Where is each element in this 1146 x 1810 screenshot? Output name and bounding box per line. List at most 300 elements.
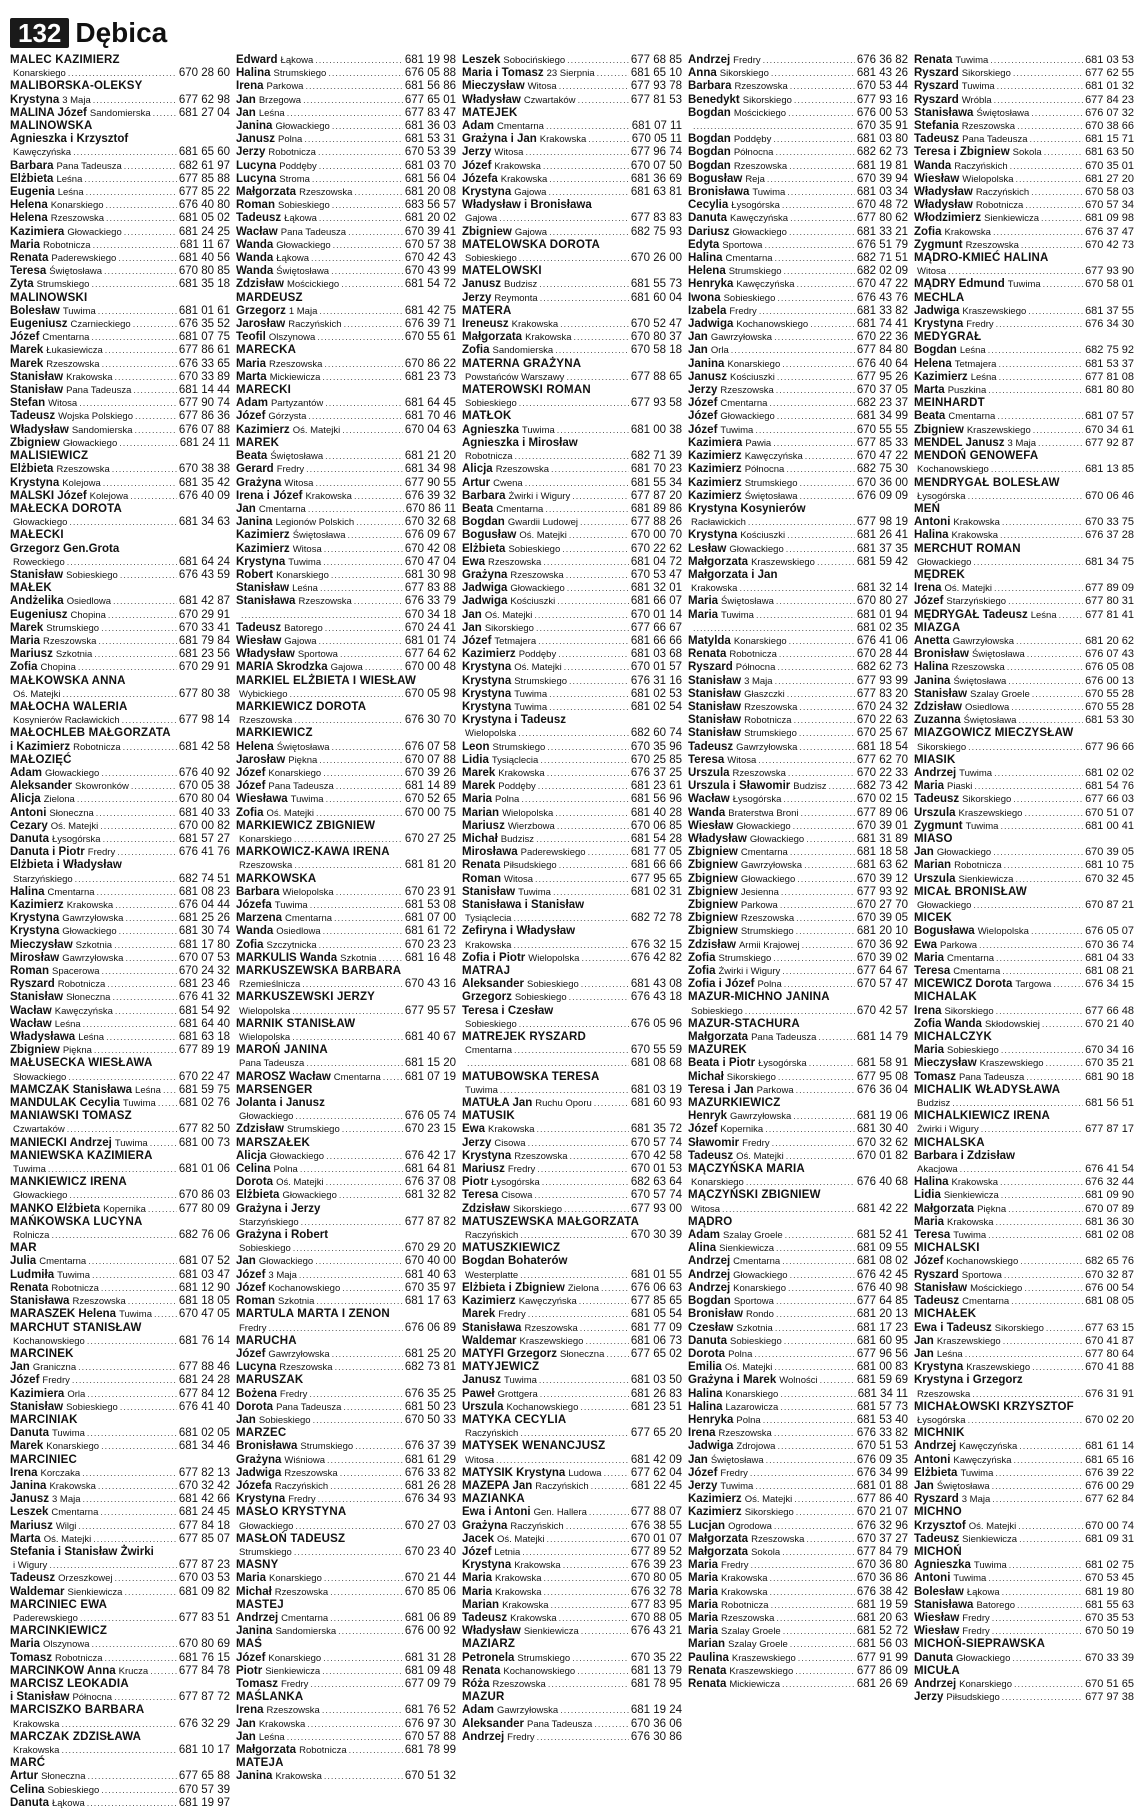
- listing-entry: [914, 1335, 1134, 1348]
- listing-entry: [688, 239, 908, 252]
- listing-entry: [688, 780, 908, 793]
- dot-leader: [789, 160, 855, 173]
- phone-number: 670 80 05: [630, 1572, 682, 1585]
- entry-street: Głowackiego: [239, 1111, 294, 1123]
- entry-street: Osiedlowa: [276, 926, 321, 938]
- dot-leader: [782, 1678, 855, 1691]
- listing-entry: [10, 477, 230, 490]
- entry-street: Robotnicza: [721, 1599, 769, 1611]
- phone-number: 681 60 95: [856, 1334, 908, 1347]
- listing-entry: [236, 424, 456, 437]
- entry-name: Celina: [10, 1783, 45, 1796]
- phone-number: 681 56 51: [1085, 1097, 1134, 1110]
- listing-entry: [10, 358, 230, 371]
- phone-number: 676 00 54: [1085, 1281, 1134, 1294]
- entry-street: Łąkowa: [966, 1586, 1000, 1598]
- phone-number: 676 39 22: [1085, 1466, 1134, 1479]
- entry-name: Krystyna: [236, 555, 286, 568]
- entry-name: Krystyna: [10, 93, 60, 106]
- entry-street: Kolejowa: [89, 490, 129, 502]
- listing-columns: [10, 54, 1140, 1810]
- entry-name: Maria: [688, 1572, 719, 1585]
- dot-leader: [322, 371, 402, 384]
- dot-leader: [513, 939, 628, 952]
- entry-name: Lucyna: [236, 172, 277, 185]
- entry-name: Janusz: [462, 1374, 501, 1387]
- entry-street: Głowackiego: [729, 543, 784, 555]
- entry-street: Witosa: [494, 147, 524, 159]
- dot-leader: [84, 173, 176, 186]
- entry-street: Fredry: [279, 1388, 308, 1400]
- entry-name: Małgorzata: [914, 1202, 975, 1215]
- entry-name: Marian: [688, 1638, 726, 1651]
- entry-street: Fredry: [962, 1626, 990, 1638]
- phone-number: 681 12 90: [178, 1281, 230, 1294]
- dot-leader: [722, 1203, 855, 1216]
- entry-street: Rzeszowska: [961, 121, 1016, 133]
- entry-street: Poddęby: [733, 134, 772, 146]
- entry-street: Pawia: [745, 437, 772, 449]
- entry-street: Sikorskiego: [961, 68, 1011, 80]
- dot-leader: [802, 939, 855, 952]
- entry-name: Krystyna: [462, 186, 512, 199]
- dot-leader: [790, 80, 855, 93]
- entry-subheading: Stanisława i Stanisław: [462, 899, 585, 911]
- entry-street: Cmentarna: [285, 913, 333, 925]
- listing-entry: [236, 1361, 456, 1374]
- listing-entry: [10, 1374, 230, 1387]
- phone-number: 676 07 58: [404, 740, 456, 753]
- dot-leader: [992, 1493, 1083, 1506]
- listing-entry: [914, 965, 1134, 978]
- entry-street: Cmentarna: [725, 253, 773, 265]
- phone-number: 670 36 00: [856, 476, 908, 489]
- entry-street: Raczyńskich: [954, 160, 1008, 172]
- entry-street: Roweckiego: [13, 556, 65, 568]
- phone-number: 677 85 65: [630, 1295, 682, 1308]
- phone-number: 670 39 12: [856, 872, 908, 885]
- listing-entry: [914, 1071, 1134, 1084]
- phone-number: 670 39 05: [856, 912, 908, 925]
- entry-name: Zofia: [236, 806, 264, 819]
- dot-leader: [604, 1467, 629, 1480]
- entry-name: Ewa: [462, 1123, 486, 1136]
- phone-number: 670 47 22: [856, 278, 908, 291]
- listing-entry: [462, 556, 682, 569]
- listing-entry: [914, 463, 1134, 476]
- phone-number: 677 89 52: [630, 1545, 682, 1558]
- listing-entry: [462, 1559, 682, 1572]
- surname-heading: MENDOŃ GENOWEFA: [914, 450, 1039, 463]
- phone-number: 670 22 63: [856, 714, 908, 727]
- listing-entry: [914, 1467, 1134, 1480]
- dot-leader: [294, 714, 403, 727]
- entry-name: Stanisław: [236, 582, 290, 595]
- listing-entry: [688, 767, 908, 780]
- phone-number: 681 04 33: [1085, 951, 1134, 964]
- entry-name: Andrzej: [914, 1440, 957, 1453]
- entry-street: Poddęby: [279, 160, 317, 172]
- entry-street: Fredry: [729, 305, 757, 317]
- entry-street: Mościckiego: [286, 279, 340, 291]
- phone-number: 681 32 82: [404, 1189, 456, 1202]
- entry-street: Kawęczyńska: [953, 1454, 1012, 1466]
- entry-name: Stanisław: [914, 687, 968, 700]
- entry-name: Grażyna: [462, 1519, 508, 1532]
- entry-name: Józef: [688, 423, 718, 436]
- surname-heading: MIASIK: [914, 753, 956, 766]
- phone-number: 676 31 91: [1085, 1387, 1134, 1400]
- dot-leader: [313, 1414, 403, 1427]
- dot-leader: [1016, 635, 1083, 648]
- phone-number: 677 92 87: [1085, 436, 1134, 449]
- dot-leader: [315, 477, 402, 490]
- entry-name: Kazimiera: [10, 225, 65, 238]
- phone-number: 681 30 98: [404, 568, 456, 581]
- phone-number: 681 24 28: [178, 1374, 230, 1387]
- phone-number: 681 24 25: [178, 225, 230, 238]
- surname-heading: MAZUR-STACHURA: [688, 1017, 800, 1030]
- surname-heading: MATUBOWSKA TERESA: [462, 1070, 600, 1083]
- listing-entry: [688, 133, 908, 146]
- entry-name: Bolesław: [10, 304, 60, 317]
- entry-street: Gajowa: [465, 213, 498, 225]
- listing-entry: [10, 226, 230, 239]
- entry-street: Północna: [735, 662, 776, 674]
- entry-name: Dariusz: [688, 225, 730, 238]
- phone-number: 677 86 36: [178, 410, 230, 423]
- listing-entry: [462, 1652, 682, 1665]
- listing-entry: [10, 595, 230, 608]
- dot-leader: [332, 199, 403, 212]
- listing-entry: [462, 582, 682, 595]
- listing-entry: [688, 1572, 908, 1585]
- entry-street: Chopina: [70, 609, 106, 621]
- listing-entry: [236, 859, 456, 872]
- entry-street: Rzeszowska: [492, 1678, 546, 1690]
- dot-leader: [794, 1493, 855, 1506]
- entry-name: Marek: [10, 621, 44, 634]
- dot-leader: [63, 688, 177, 701]
- phone-number: 670 23 40: [404, 1545, 456, 1558]
- phone-number: 670 51 07: [1085, 806, 1134, 819]
- listing-entry: [236, 1216, 456, 1229]
- entry-street: Budzisz: [917, 1098, 951, 1110]
- listing-entry: [462, 490, 682, 503]
- dot-leader: [1043, 278, 1083, 291]
- entry-street: Sienkiewicza: [962, 1533, 1018, 1545]
- listing-entry: [688, 1493, 908, 1506]
- phone-number: 670 50 33: [404, 1413, 456, 1426]
- listing-entry: [236, 1110, 456, 1123]
- entry-street: Raczyńskich: [535, 1480, 589, 1492]
- entry-street: Kościuszki: [740, 530, 786, 542]
- entry-street: Konarskiego: [276, 569, 329, 581]
- entry-name: Jadwiga: [462, 582, 508, 595]
- phone-number: 676 39 23: [630, 1559, 682, 1572]
- dot-leader: [331, 569, 403, 582]
- phone-number: 681 59 75: [178, 1083, 230, 1096]
- dot-leader: [796, 1506, 855, 1519]
- entry-name: Ewa: [462, 555, 486, 568]
- phone-number: 681 23 56: [178, 648, 230, 661]
- phone-number: 681 09 31: [1085, 1532, 1134, 1545]
- listing-entry: [236, 793, 456, 806]
- phone-number: 670 22 62: [630, 542, 682, 555]
- phone-number: 676 41 32: [178, 991, 230, 1004]
- phone-number: 676 42 45: [856, 1268, 908, 1281]
- dot-leader: [579, 1295, 629, 1308]
- phone-number: 681 07 75: [178, 331, 230, 344]
- dot-leader: [1046, 1322, 1083, 1335]
- entry-street: Tuwima: [122, 1098, 156, 1110]
- dot-leader: [557, 424, 629, 437]
- dot-leader: [135, 424, 177, 437]
- listing-entry: [462, 1044, 682, 1057]
- entry-name: Józef: [236, 780, 266, 793]
- listing-entry: [914, 873, 1134, 886]
- entry-name: Bogusława: [914, 925, 975, 938]
- phone-number: 676 39 32: [404, 489, 456, 502]
- listing-entry: [914, 939, 1134, 952]
- phone-number: 677 83 88: [404, 582, 456, 595]
- dot-leader: [765, 1123, 855, 1136]
- dot-leader: [87, 1335, 177, 1348]
- listing-entry: [688, 384, 908, 397]
- listing-entry: [914, 212, 1134, 225]
- entry-street: Gawrzyłowska: [952, 635, 1015, 647]
- dot-leader: [555, 344, 629, 357]
- entry-street: Piękna: [288, 754, 318, 766]
- entry-name: Urszula: [462, 1400, 504, 1413]
- entry-street: Sobieskiego: [239, 1243, 291, 1255]
- dot-leader: [991, 463, 1083, 476]
- dot-leader: [354, 186, 402, 199]
- entry-street: Fredry: [962, 1612, 990, 1624]
- phone-number: 681 17 63: [404, 1295, 456, 1308]
- phone-number: 681 43 26: [856, 67, 908, 80]
- dot-leader: [780, 899, 855, 912]
- listing-entry: [236, 94, 456, 107]
- entry-street: Krakowska: [951, 530, 998, 542]
- phone-number: 681 15 71: [1085, 133, 1134, 146]
- entry-name: MAMCZAK Stanisława: [10, 1083, 133, 1096]
- entry-street: Sikorskiego: [994, 1322, 1044, 1334]
- entry-street: Witosa: [292, 543, 322, 555]
- phone-number: 681 55 34: [630, 476, 682, 489]
- listing-entry: [688, 1625, 908, 1638]
- listing-entry: [236, 516, 456, 529]
- listing-entry: [236, 80, 456, 93]
- dot-leader: [1041, 212, 1083, 225]
- phone-number: 681 52 72: [856, 1625, 908, 1638]
- entry-name: Zygmunt: [914, 819, 963, 832]
- phone-number: 681 42 09: [630, 1453, 682, 1466]
- entry-name: Mieczysław: [914, 1057, 977, 1070]
- phone-number: 681 18 58: [856, 846, 908, 859]
- phone-number: 681 20 10: [856, 925, 908, 938]
- entry-street: Orla: [67, 1388, 86, 1400]
- entry-street: Piłsudskiego: [946, 1692, 1000, 1704]
- surname-heading: MALEC KAZIMIERZ: [10, 54, 120, 66]
- entry-name: Zbigniew: [914, 423, 964, 436]
- entry-street: Tuwima: [119, 1309, 152, 1321]
- listing-entry: [236, 1440, 456, 1453]
- entry-street: Leśna: [57, 187, 84, 199]
- entry-street: Robotnicza: [744, 715, 792, 727]
- phone-number: 670 39 05: [1085, 846, 1134, 859]
- dot-leader: [91, 278, 176, 291]
- dot-leader: [790, 1638, 855, 1651]
- dot-leader: [115, 899, 177, 912]
- surname-heading: MICHOŃ-SIEPRAWSKA: [914, 1638, 1046, 1651]
- phone-number: 670 43 99: [404, 265, 456, 278]
- dot-leader: [268, 1322, 402, 1335]
- phone-number: 681 04 72: [630, 555, 682, 568]
- entry-street: Witosa: [727, 754, 757, 766]
- dot-leader: [317, 331, 403, 344]
- listing-entry: [462, 529, 682, 542]
- listing-entry: [462, 516, 682, 529]
- listing-entry: [688, 556, 908, 569]
- listing-entry: [914, 1559, 1134, 1572]
- listing-entry: [462, 543, 682, 556]
- entry-street: Braterstwa Broni: [728, 807, 799, 819]
- entry-name: Janusz: [10, 1493, 49, 1506]
- phone-number: 681 56 96: [630, 793, 682, 806]
- entry-name: Kazimiera: [688, 436, 743, 449]
- phone-number: 681 03 80: [856, 133, 908, 146]
- entry-name: Marzena: [236, 912, 283, 925]
- listing-entry: [462, 1388, 682, 1401]
- phone-number: 677 82 13: [178, 1466, 230, 1479]
- dot-leader: [322, 1665, 403, 1678]
- entry-name: MĄDRY Edmund: [914, 278, 1005, 291]
- dot-leader: [580, 1401, 628, 1414]
- entry-street: Świętosława: [744, 490, 798, 502]
- entry-name: Antoni: [914, 1453, 951, 1466]
- entry-street: Szkotnia: [277, 1296, 315, 1308]
- dot-leader: [536, 622, 629, 635]
- listing-entry: [10, 1770, 230, 1783]
- phone-number: 670 32 87: [1085, 1268, 1134, 1281]
- dot-leader: [86, 186, 177, 199]
- entry-name: Zyta: [10, 278, 34, 291]
- phone-number: 681 60 93: [630, 1097, 682, 1110]
- listing-entry: [914, 1295, 1134, 1308]
- surname-heading: MARKUSZEWSKA BARBARA: [236, 965, 402, 978]
- listing-entry: [688, 252, 908, 265]
- entry-name: Zofia Wanda: [914, 1017, 982, 1030]
- dot-leader: [1000, 1176, 1083, 1189]
- listing-entry: [236, 1572, 456, 1585]
- dot-leader: [318, 146, 403, 159]
- dot-leader: [968, 741, 1083, 754]
- entry-street: 3 Maja: [1007, 437, 1037, 449]
- entry-name: Andrzej: [914, 766, 957, 779]
- entry-name: Wanda: [688, 806, 726, 819]
- entry-name: Małgorzata: [236, 1744, 297, 1756]
- entry-street: Rzeszowska: [274, 1586, 329, 1598]
- entry-name: Kazimierz: [688, 463, 742, 476]
- listing-entry: [462, 1467, 682, 1480]
- entry-street: Szalay Groele: [722, 1230, 783, 1242]
- surname-heading: MAROŃ JANINA: [236, 1044, 328, 1057]
- dot-leader: [519, 1018, 629, 1031]
- entry-street: Sobieskiego: [277, 200, 330, 212]
- listing-entry: [236, 67, 456, 80]
- phone-number: 681 74 41: [856, 318, 908, 331]
- listing-entry: [914, 1612, 1134, 1625]
- surname-heading: MENDRYGAŁ BOLESŁAW: [914, 476, 1060, 489]
- dot-leader: [355, 1440, 403, 1453]
- entry-street: Rzeszowska: [734, 81, 788, 93]
- entry-street: Łysogórska: [917, 490, 966, 502]
- entry-street: Tuwima: [274, 900, 308, 911]
- dot-leader: [319, 160, 403, 173]
- phone-number: 670 57 74: [630, 1189, 682, 1202]
- phone-number: 681 35 18: [178, 278, 230, 291]
- entry-name: Eugeniusz: [10, 318, 68, 331]
- entry-street: Łysogórska: [731, 200, 780, 212]
- entry-street: Leśna: [970, 371, 997, 383]
- listing-entry: [462, 397, 682, 410]
- listing-entry: [688, 265, 908, 278]
- entry-name: Antoni: [10, 806, 47, 819]
- phone-number: 681 77 09: [630, 1321, 682, 1334]
- phone-number: 670 47 22: [856, 450, 908, 463]
- dot-leader: [112, 463, 177, 476]
- entry-name: Elżbieta i Zbigniew: [462, 1281, 565, 1294]
- listing-entry: [236, 648, 456, 661]
- listing-entry: [236, 490, 456, 503]
- entry-street: Oś. Matejki: [13, 688, 61, 700]
- entry-street: Sobieskiego: [729, 1335, 782, 1347]
- entry-street: Sobieskiego: [66, 1401, 118, 1413]
- listing-entry: [236, 265, 456, 278]
- dot-leader: [330, 1480, 403, 1493]
- entry-subheading: Teresa i Czesław: [462, 1004, 554, 1017]
- entry-street: Krakowska: [13, 1718, 60, 1730]
- phone-number: 681 80 80: [1085, 384, 1134, 397]
- entry-street: Świętosława: [936, 1480, 990, 1492]
- entry-name: Ewa i Antoni: [462, 1506, 531, 1519]
- entry-name: Janusz: [236, 133, 275, 146]
- entry-name: Roman: [462, 872, 501, 885]
- listing-entry: [914, 67, 1134, 80]
- dot-leader: [323, 767, 403, 780]
- entry-name: Róża: [462, 1677, 490, 1690]
- surname-heading: MASNY: [236, 1559, 279, 1572]
- phone-number: 677 83 83: [630, 212, 682, 225]
- entry-name: Marta: [914, 384, 945, 397]
- listing-entry: [688, 1269, 908, 1282]
- dot-leader: [73, 146, 177, 159]
- entry-name: Zbigniew: [688, 885, 738, 898]
- phone-number: 681 15 20: [404, 1057, 456, 1070]
- entry-street: Słoneczna: [66, 992, 111, 1004]
- listing-entry: [10, 490, 230, 503]
- dot-leader: [544, 1586, 629, 1599]
- dot-leader: [69, 1189, 176, 1202]
- phone-number: 681 40 67: [404, 1031, 456, 1044]
- entry-street: Pana Tadeusza: [56, 160, 122, 172]
- entry-street: Pana Tadeusza: [239, 1058, 305, 1070]
- surname-heading: MARTULA MARTA I ZENON: [236, 1308, 390, 1321]
- dot-leader: [78, 1361, 177, 1374]
- phone-number: 682 23 37: [856, 397, 908, 410]
- surname-heading: MARUCHA: [236, 1334, 297, 1347]
